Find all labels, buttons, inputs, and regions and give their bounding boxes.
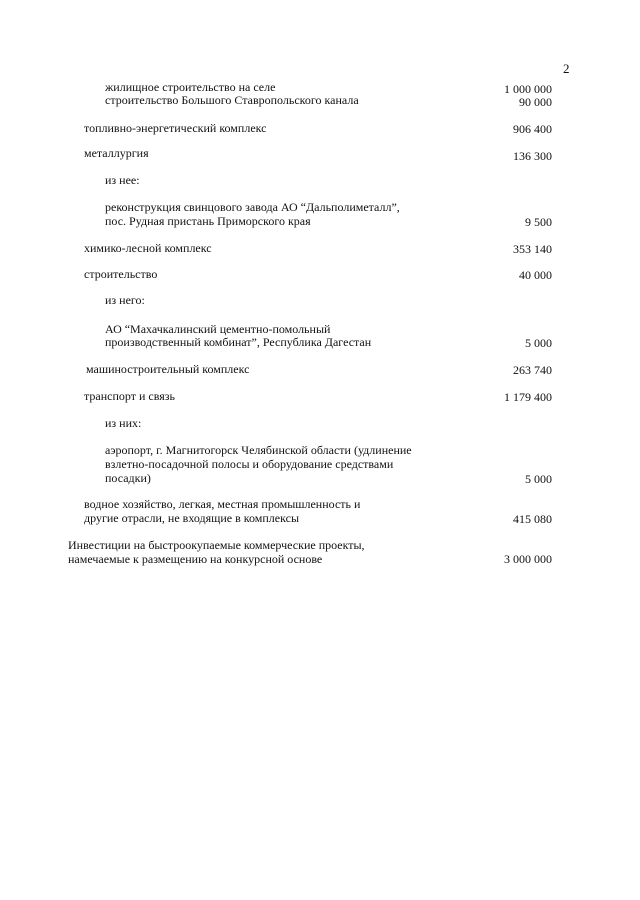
row-chem-forest-value: 353 140 <box>513 242 552 256</box>
row-lead-plant-line2: пос. Рудная пристань Приморского края <box>105 214 311 228</box>
row-construction-value: 40 000 <box>519 268 552 282</box>
row-transport-sub-label: из них: <box>105 416 142 430</box>
row-lead-plant-value: 9 500 <box>525 215 552 229</box>
row-water-line1: водное хозяйство, легкая, местная промышленность и <box>84 497 361 511</box>
row-housing-label: жилищное строительство на селе <box>105 80 276 94</box>
row-cement-value: 5 000 <box>525 336 552 350</box>
row-metallurgy-value: 136 300 <box>513 149 552 163</box>
row-construction-label: строительство <box>84 267 158 281</box>
row-fuel-energy-label: топливно-энергетический комплекс <box>84 121 267 135</box>
row-transport-label: транспорт и связь <box>84 389 175 403</box>
row-airport-line1: аэропорт, г. Магнитогорск Челябинской области (удлинение <box>105 443 412 457</box>
row-invest-line1: Инвестиции на быстроокупаемые коммерческие проекты, <box>68 538 365 552</box>
row-metallurgy-label: металлургия <box>84 146 149 160</box>
row-airport-value: 5 000 <box>525 472 552 486</box>
row-water-line2: другие отрасли, не входящие в комплексы <box>84 511 300 525</box>
page-number: 2 <box>563 61 570 76</box>
row-water-value: 415 080 <box>513 512 552 526</box>
row-metallurgy-sub-label: из нее: <box>105 173 140 187</box>
row-invest-value: 3 000 000 <box>504 552 552 566</box>
row-canal-label: строительство Большого Ставропольского канала <box>105 93 359 107</box>
row-housing-value: 1 000 000 <box>504 82 552 96</box>
row-transport-value: 1 179 400 <box>504 390 552 404</box>
row-machine-value: 263 740 <box>513 363 552 377</box>
row-cement-line1: АО “Махачкалинский цементно-помольный <box>105 322 331 336</box>
row-machine-label: машиностроительный комплекс <box>86 362 250 376</box>
row-invest-line2: намечаемые к размещению на конкурсной основе <box>68 552 323 566</box>
row-lead-plant-line1: реконструкция свинцового завода АО “Дальполиметалл”, <box>105 200 400 214</box>
row-chem-forest-label: химико-лесной комплекс <box>84 241 212 255</box>
row-cement-line2: производственный комбинат”, Республика Дагестан <box>105 335 372 349</box>
row-canal-value: 90 000 <box>519 95 552 109</box>
row-construction-sub-label: из него: <box>105 293 145 307</box>
row-airport-line3: посадки) <box>105 471 151 485</box>
row-fuel-energy-value: 906 400 <box>513 122 552 136</box>
row-airport-line2: взлетно-посадочной полосы и оборудование средствами <box>105 457 394 471</box>
